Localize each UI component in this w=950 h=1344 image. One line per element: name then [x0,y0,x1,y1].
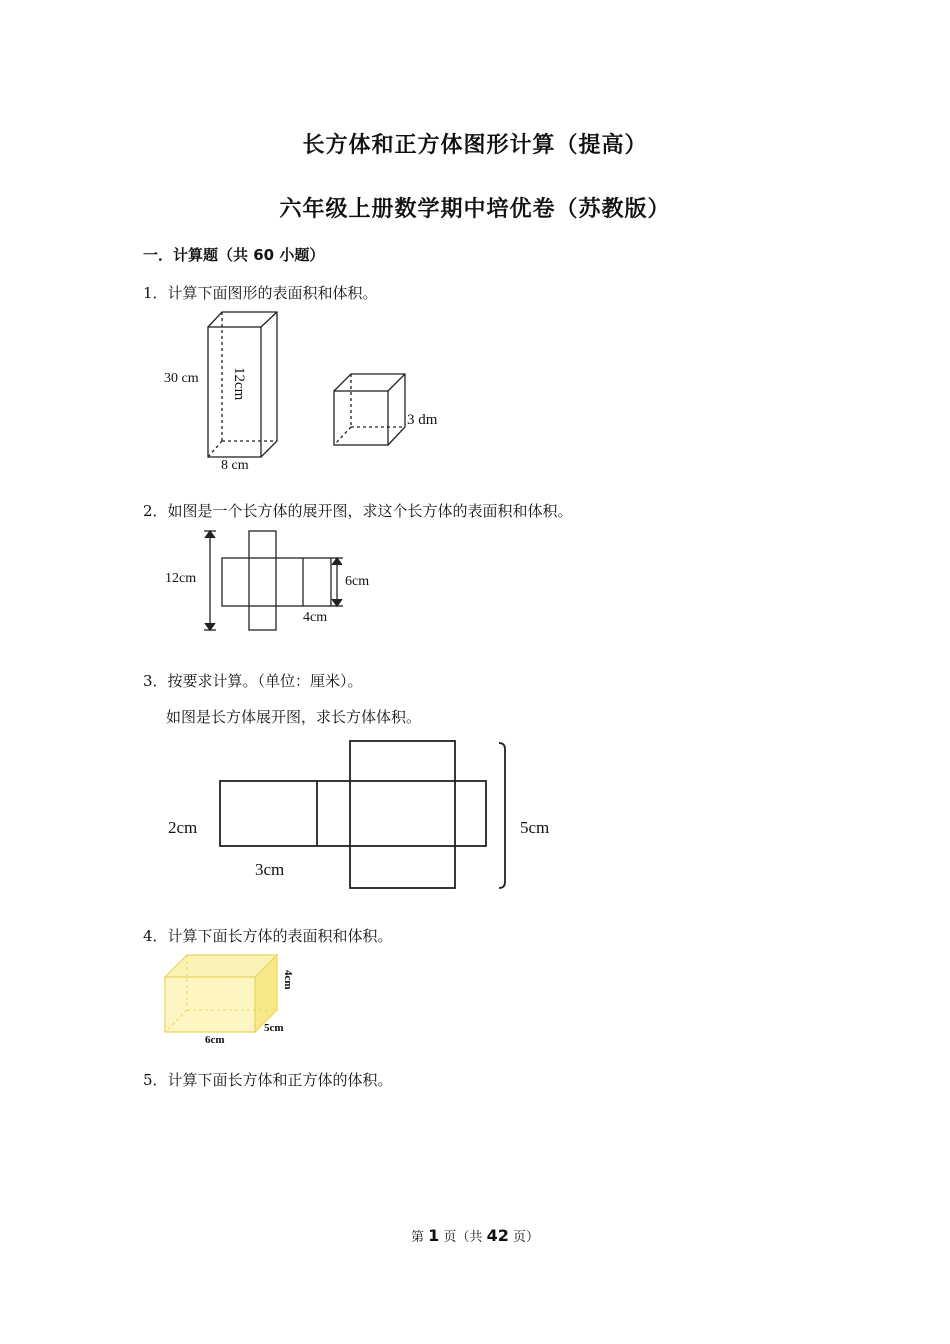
label-bottom: 3cm [255,860,285,879]
footer-middle: 页（共 [443,1230,483,1245]
label-right: 5cm [520,818,550,837]
question-number: 2． [143,502,168,520]
question-text: 计算下面图形的表面积和体积。 [167,284,378,302]
figure-cuboid-and-cube [150,305,470,480]
footer-prefix: 第 [410,1230,424,1245]
question-1 [143,282,378,303]
page-subtitle: 六年级上册数学期中培优卷（苏教版） [279,197,671,222]
footer-suffix: 页） [512,1230,539,1245]
label-length: 6cm [205,1034,225,1046]
section-heading: 一．计算题（共 60 小题） [143,246,325,264]
question-number: 3． [143,672,168,690]
question-number: 5． [143,1071,168,1089]
label-right: 6cm [345,574,370,589]
figure-net-1 [160,528,390,636]
question-2 [143,500,573,521]
label-cube-edge: 3 dm [407,412,438,428]
figure-yellow-cuboid [155,950,315,1050]
footer-page-number: 1 [428,1226,440,1245]
question-3-subtext: 如图是长方体展开图，求长方体体积。 [166,708,422,726]
question-number: 1． [143,284,168,302]
label-inner: 12cm [231,367,247,401]
question-text: 计算下面长方体的表面积和体积。 [167,927,393,945]
label-height: 30 cm [164,371,199,386]
figure-net-2 [160,735,580,895]
label-width: 5cm [264,1022,284,1034]
label-bottom: 4cm [303,610,328,625]
question-text: 按要求计算。（单位：厘米）。 [167,672,363,690]
question-5 [143,1069,393,1090]
question-number: 4． [143,927,168,945]
footer-total-pages: 42 [486,1226,509,1245]
question-text: 计算下面长方体和正方体的体积。 [167,1071,393,1089]
question-text: 如图是一个长方体的展开图，求这个长方体的表面积和体积。 [167,502,573,520]
page-title: 长方体和正方体图形计算（提高） [302,133,648,158]
question-3 [143,670,363,691]
label-left: 12cm [165,571,197,586]
label-width: 8 cm [221,458,249,473]
page-footer [0,1226,950,1245]
question-4 [143,925,393,946]
label-height: 4cm [282,970,294,990]
label-left: 2cm [168,818,198,837]
